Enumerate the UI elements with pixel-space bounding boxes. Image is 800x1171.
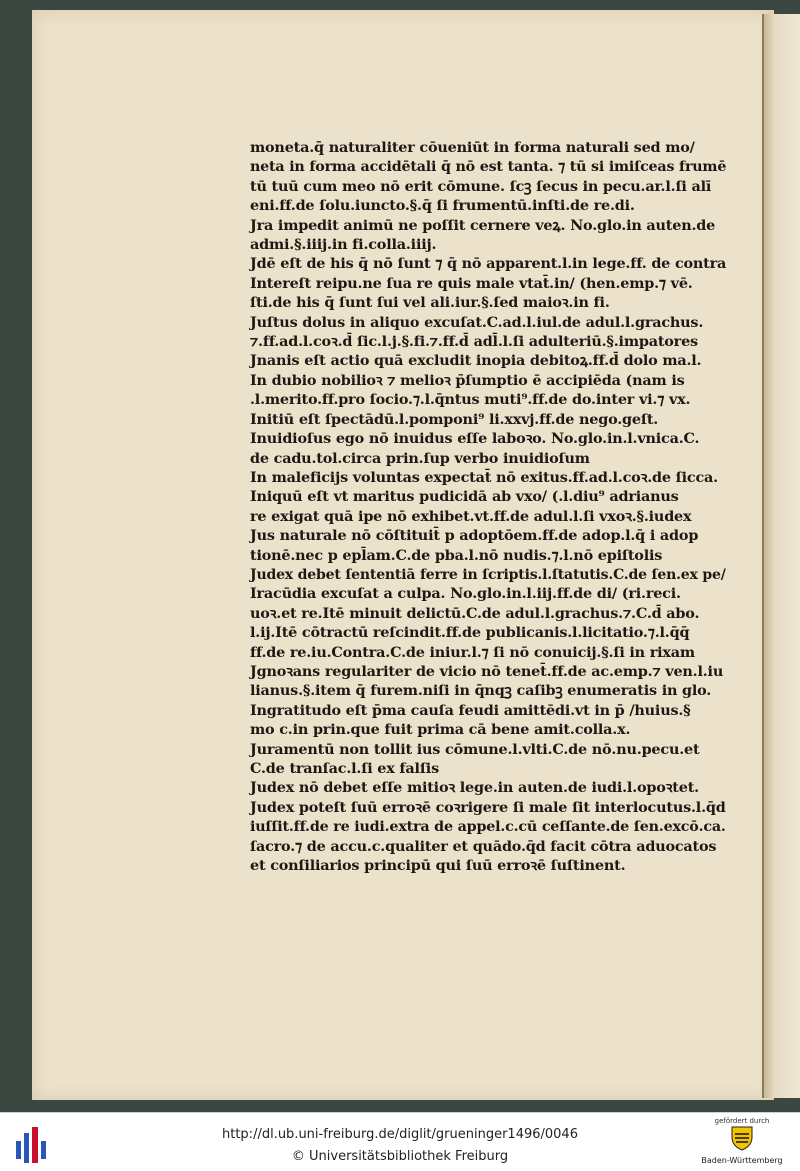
text-line: de cadu.tol.circa prin.ſup verbo inuidioſum	[250, 449, 590, 467]
text-line: mo c.in prin.que fuit prima cā bene amit.colla.x.	[250, 721, 631, 739]
copyright-notice: © Universitätsbibliothek Freiburg	[291, 1149, 509, 1164]
text-line: Jra impedit animū ne poſſit cernere veꝝ. No.glo.in auten.de	[250, 216, 716, 234]
text-line: C.de tranſac.l.ſi ex falſis	[250, 760, 439, 777]
text-line: et conſiliarios principū qui ſuū erroꝛē ſuſtinent.	[250, 857, 626, 875]
bw-coat-of-arms-icon	[727, 1125, 757, 1151]
text-line: Juramentū non tollit ius cōmune.l.vlti.C.de nō.nu.pecu.et	[250, 740, 700, 758]
text-line: Iniquū eſt vt maritus pudicidā ab vxo/ (.l.diu⁹ adrianus	[250, 488, 679, 506]
text-line: tionē.nec p epl̄am.C.de pba.l.nō nudis.⁊.l.nō epiſtolis	[250, 546, 663, 564]
text-line: ſacro.⁊ de accu.c.qualiter et quādo.q̄d facit cōtra aduocatos	[250, 837, 717, 855]
text-line: uoꝛ.et re.Itē minuit delictū.C.de adul.l.grachus.⁊.C.d̄ abo.	[250, 604, 700, 622]
facing-page-edge	[764, 14, 800, 1098]
text-line: In maleficijs voluntas expectat̄ nō exitus.ff.ad.l.coꝛ.de ſicca.	[250, 468, 718, 486]
text-line: ⁊.ff.ad.l.coꝛ.d̄ ſic.l.j.§.fi.⁊.ff.d̄ adl̄.l.ſi adulteriū.§.impatores	[250, 333, 698, 351]
text-line: Judex debet ſententiā ferre in ſcriptis.l.ſtatutis.C.de ſen.ex pe/	[250, 565, 726, 583]
text-line: l.ij.Itē cōtractū reſcindit.ff.de publicanis.l.licitatio.⁊.l.q̄q̄	[250, 624, 690, 642]
text-line: ſti.de his q̄ ſunt ſui vel ali.iur.§.ſed maioꝛ.in fi.	[250, 294, 610, 312]
text-line: Jgnoꝛans regulariter de vicio nō tenet̄.ff.de ac.emp.⁊ ven.l.iu	[250, 662, 724, 680]
text-line: ff.de re.iu.Contra.C.de iniur.l.⁊ ſi nō conuicij.§.ſi in rixam	[250, 643, 695, 661]
permalink-url[interactable]: http://dl.ub.uni-freiburg.de/diglit/grueninger1496/0046	[222, 1127, 578, 1142]
text-line: Inuidioſus ego nō inuidus eſſe laboꝛo. No.glo.in.l.vnica.C.	[250, 430, 700, 448]
text-line: Jnanis eſt actio quā excludit inopia debitoꝝ.ff.d̄ dolo ma.l.	[250, 352, 702, 370]
text-line: Ingratitudo eſt p̄ma cauſa feudi amittēdi.vt in p̄ /huius.§	[250, 701, 691, 719]
viewer-footer	[0, 1112, 800, 1171]
text-line: re exigat quā ipe nō exhibet.vt.ff.de adul.l.ſi vxoꝛ.§.iudex	[250, 507, 692, 525]
sponsor-caption: gefördert durch	[714, 1117, 770, 1125]
text-line: iuſſit.ff.de re iudi.extra de appel.c.cū ceſſante.de ſen.excō.ca.	[250, 818, 726, 836]
text-line: neta in forma accidētali q̄ nō est tanta. ⁊ tū si imiſceas frumē	[250, 158, 727, 176]
text-line: .l.merito.ff.pro ſocio.⁊.l.q̄ntus muti⁹.ff.de do.inter vi.⁊ vx.	[250, 391, 691, 409]
text-line: Juſtus dolus in aliquo excuſat.C.ad.l.iul.de adul.l.grachus.	[250, 313, 704, 331]
book-page	[32, 10, 774, 1100]
text-line: Iracūdia excuſat a culpa. No.glo.in.l.iij.ff.de di/ (ri.reci.	[250, 585, 681, 603]
text-line: admi.§.iiij.in fi.colla.iiij.	[250, 236, 437, 254]
text-line: lianus.§.item q̄ furem.niſi in q̄nqꝫ caſibꝫ enumeratis in glo.	[250, 682, 712, 700]
text-line: In dubio nobilioꝛ ⁊ melioꝛ p̄ſumptio ē accipiēda (nam is	[250, 371, 685, 389]
text-line: eni.ff.de ſolu.iuncto.§.q̄ ſi frumentū.inſti.de re.di.	[250, 197, 635, 215]
text-line: Intereſt reipu.ne ſua re quis male vtat̄.in/ (hen.emp.⁊ vē.	[250, 274, 693, 292]
text-line: Jus naturale nō cōſtituit̄ p adoptōem.ff.de adop.l.q̄ i adop	[250, 527, 699, 545]
text-line: moneta.q̄ naturaliter cōueniūt in forma naturali sed mo/	[250, 139, 695, 156]
page-text-block	[250, 138, 726, 875]
text-line: Initiū eſt ſpectādū.l.pomponi⁹ li.xxvj.ff.de nego.geſt.	[250, 410, 659, 428]
text-line: Judex poteſt ſuū erroꝛē coꝛrigere ſi male ſit interlocutus.l.q̄d	[250, 798, 726, 816]
text-line: tū tuū cum meo nō erit cōmune. ſcꝫ ſecus in pecu.ar.l.ſi alī	[250, 177, 712, 195]
text-line: Jdē eſt de his q̄ nō ſunt ⁊ q̄ nō apparent.l.in lege.ff. de contra	[250, 255, 727, 273]
text-line: Judex nō debet eſſe mitioꝛ lege.in auten.de iudi.l.opoꝛtet.	[250, 779, 699, 797]
baden-wuerttemberg-logo	[692, 1117, 792, 1169]
sponsor-name: Baden-Württemberg	[701, 1156, 783, 1165]
